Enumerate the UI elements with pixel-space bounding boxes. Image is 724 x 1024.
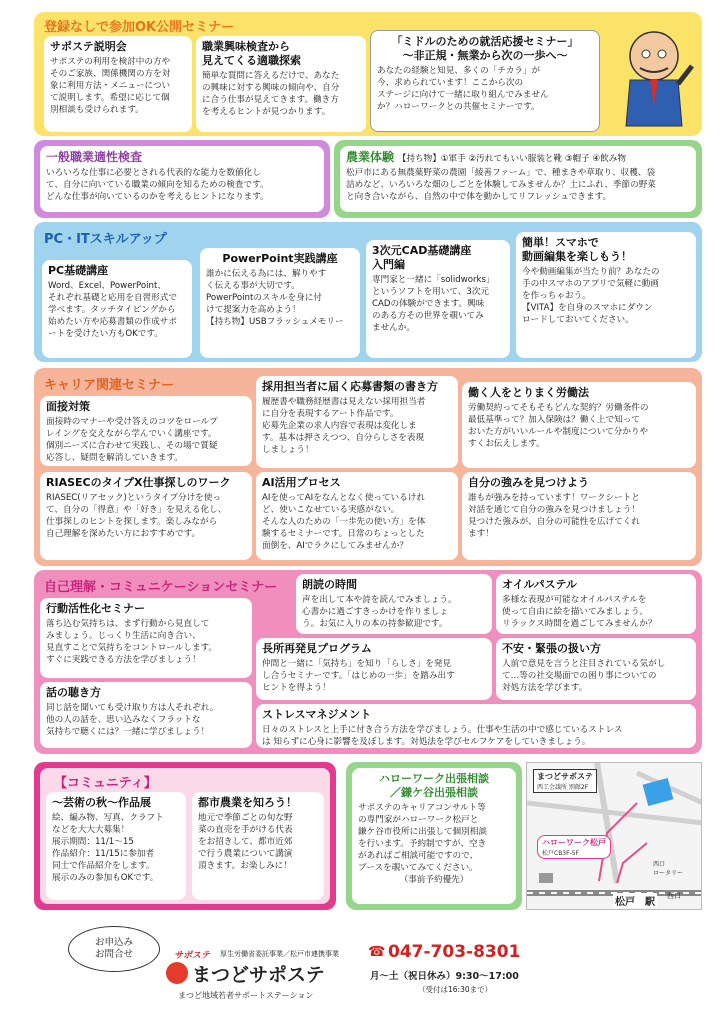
- map-label-hellowork: [537, 835, 611, 859]
- self-understanding-section: [34, 570, 702, 754]
- card-title: [346, 150, 690, 165]
- map-label-hellowork-sub: 松戸CB3F-5F: [542, 850, 580, 857]
- card-body: 誰もが強みを持っています！ワークシートと 対話を通じて自分の強みを見つけましょう！ 見つけた強みが、自分の可能性を広げてくれ ます！: [468, 492, 640, 539]
- apply-bubble: [68, 926, 160, 972]
- card-middle-seminar: [370, 30, 600, 132]
- card-body: 多様な表現が可能なオイルパステルを 使って自由に絵を描いてみましょう。 リラックス時間を過ごしてみませんか？: [502, 594, 657, 629]
- card-title: 簡単！スマホで 動画編集を楽しもう！: [522, 236, 632, 263]
- card-body: 専門家と一緒に「solidworks」 というソフトを用いて、3次元 CADの体験ができます。興味 のある方その世界を覗いてみ ませんか。: [372, 274, 495, 333]
- card-title: PC基礎講座: [48, 264, 109, 277]
- pc-skill-section: [34, 222, 702, 362]
- card-find-strengths: [462, 472, 696, 560]
- card-body: サポステの利用を検討中の方や そのご家族、関係機関の方を対 象に利用方法・メニューについ て説明します。希望に応じて個 別相談も受けられます。: [50, 56, 171, 115]
- farm-items: 【持ち物】①軍手 ②汚れてもいい服装と靴 ③帽子 ④飲み物: [397, 154, 626, 164]
- community-inner: [40, 768, 330, 904]
- phone-number[interactable]: 047-703-8301: [388, 942, 521, 962]
- farm-title: 農業体験: [346, 150, 395, 164]
- logo-text: まつどサポステ: [192, 964, 325, 986]
- career-seminar-section: [34, 368, 702, 566]
- card-interview: [40, 396, 252, 466]
- card-title: 「ミドルのための就活応援セミナー」 ～非正規・無業から次の一歩へ～: [391, 35, 579, 62]
- card-body: いろいろな仕事に必要とされる代表的な能力を数値化し て、自分に向いている職業の傾向を知るための検査です。 どんな仕事が向いているのかを考えるヒントになります。: [46, 168, 269, 203]
- card-title: 面接対策: [46, 400, 90, 413]
- access-map: [526, 762, 702, 910]
- card-title: サポステ説明会: [50, 40, 127, 53]
- card-body: 落ち込む気持ちは、まず行動から見直して みましょう。じっくり生活に向き合い、 見直すことで気持ちをコントロールします。 すぐに実践できる方法を学びましょう！: [46, 618, 218, 665]
- hellowork-section: [346, 762, 522, 910]
- map-rotary: 西口 ロータリー: [653, 861, 684, 877]
- card-body: 松戸市にある無農薬野菜の農園「綾善ファーム」で、種まきや草取り、収穫、袋 詰めなど、いろいろな畑のしごとを体験してみませんか？土にふれ、季節の野菜 と向き合いながら、自然の中で体を動かしてリフレッシュできます。: [346, 168, 656, 203]
- card-note: （事前予約優先）: [399, 874, 469, 885]
- card-body: 声を出して本や詩を読んでみましょう。 心書かに過ごすきっかけを作りましょ う。お気に入りの本の持参歓迎です。: [302, 594, 457, 629]
- card-title: AI活用プロセス: [262, 476, 341, 489]
- section-title: 登録なしで参加OK公開セミナー: [44, 20, 235, 35]
- ministry-text: 厚生労働省委託事業／松戸市連携事業: [220, 950, 339, 958]
- card-body: 誰かに伝える為には、解りやす く伝える事が大切です。 PowerPointのスキルを身に付 けて提案力を高めよう！ 【持ち物】USBフラッシュメモリー: [206, 268, 344, 327]
- card-title: 自分の強みを見つけよう: [468, 476, 589, 489]
- card-ai-process: [256, 472, 458, 560]
- card-aptitude-test: [40, 146, 324, 212]
- card-anxiety-handling: [496, 638, 696, 700]
- card-hellowork: [352, 768, 516, 904]
- hours-note: （受付は16:30まで）: [418, 985, 493, 994]
- card-body: RIASEC(リアセック)というタイプ分けを使っ て、自分の「得意」や「好き」を見える化し、 仕事探しのヒントを探します。楽しみながら 自己理解を深めたい方におすすめです。: [46, 492, 227, 539]
- card-title: オイルパステル: [502, 578, 577, 591]
- card-title: 3次元CAD基礎講座 入門編: [372, 244, 472, 271]
- card-title: 不安・緊張の扱い方: [502, 642, 601, 655]
- section-title: 自己理解・コミュニケーションセミナー: [44, 580, 278, 595]
- card-body: Word、Excel、PowerPoint、 それぞれ基礎と応用を自習形式で 学べます。タッチタイピングから 始めたい方や応募書類の作成サポ ートを受けたい方もOKです。: [48, 280, 177, 339]
- map-label-hellowork-title: ハローワーク松戸: [542, 838, 606, 847]
- card-oil-pastel: [496, 574, 696, 634]
- card-title: 採用担当者に届く応募書類の書き方: [262, 380, 438, 393]
- map-label-saposute-sub: 西工会議所 別館2F: [537, 784, 589, 791]
- card-body: 日々のストレスと上手に付き合う方法を学びましょう。仕事や生活の中で感じているストレス は 知らずに心身に影響を及ぼします。対処法を学びセルフケアをしていきましょう。: [262, 724, 623, 747]
- card-body: 仲間と一緒に「気持ち」を知り「らしさ」を発見 し合うセミナーです。「はじめの一歩」を踏み出す ヒントを得よう！: [262, 658, 455, 693]
- card-art-exhibition: [46, 792, 186, 900]
- card-body: 絵、編み物、写真、クラフト などを大大大募集！ 展示期間：11/1～15 作品紹介：11/15に参加者 同士で作品紹介をします。 展示のみの参加もOKです。: [52, 812, 164, 883]
- card-application-docs: [256, 376, 458, 468]
- card-cad: [366, 240, 510, 358]
- card-body: 地元で季節ごとの旬な野 菜の直売を手がける代表 をお招きして、都市近郊 で行う農業について講演 頂きます。お楽しみに！: [198, 812, 293, 871]
- card-interest-test: [196, 36, 366, 132]
- card-body: 今や動画編集が当たり前？あなたの 手の中スマホのアプリで気軽に動画 を作っちゃおう。 【VITA】を自身のスマホにダウン ロードしておいてください。: [522, 266, 660, 325]
- card-body: 面接時のマナーや受け答えのコツをロールプ レイングを交えながら学んでいく講座です。 個別ニーズに合わせて実践し、その場で質疑 応答し、疑問を解消していきます。: [46, 416, 218, 463]
- card-title: 長所再発見プログラム: [262, 642, 372, 655]
- mascot-illustration: [612, 26, 696, 130]
- card-saposute-briefing: [44, 36, 192, 132]
- card-title: 都市農業を知ろう！: [198, 796, 297, 809]
- card-body: AIを使ってAIをなんとなく使っているけれ ど、使いこなせている実感がない。 そんな人のための「一歩先の使い方」を体 験するセミナーです。日常のちょっとした 面倒を、AIでラクにしてみませんか？: [262, 492, 426, 551]
- section-title: キャリア関連セミナー: [44, 378, 175, 393]
- card-title: RIASECのタイプX仕事探しのワーク: [46, 476, 231, 489]
- card-urban-farming: [192, 792, 324, 900]
- card-title: 朗読の時間: [302, 578, 357, 591]
- card-title: 職業興味検査から 見えてくる適職探索: [202, 40, 301, 67]
- org-name: まつど地域若者サポートステーション: [178, 991, 314, 1000]
- brand-small: サポステ: [174, 951, 210, 961]
- hours: 月～土（祝日休み）9:30～17:00: [370, 971, 519, 982]
- card-body: 履歴書や職務経歴書は見えない採用担当者 に自分を表現するアート作品です。 応募先企業の求人内容で表現は変化しま す。基本は押さえつつ、自分らしさを表現 しましょう！: [262, 396, 426, 455]
- card-title: 働く人をとりまく労働法: [468, 386, 589, 399]
- section-title: PC・ITスキルアップ: [44, 232, 167, 247]
- card-body: サポステのキャリアコンサルト等 の専門家がハローワーク松戸と 鎌ケ谷市役所に出張して個別相談 を行います。予約制ですが、空き があればご相談可能ですので、 ブースを覗いてみてください。: [358, 802, 487, 873]
- card-stress-management: [256, 704, 696, 748]
- card-body: 労働契約ってそもそもどんな契約？労働条件の 最低基準って？加入保険は？働く上で知って おいた方がいいルールや制度について分かりや すくお伝えします。: [468, 402, 649, 449]
- card-farm-experience: [340, 146, 696, 212]
- card-strength-rediscovery: [256, 638, 492, 700]
- community-section: [34, 762, 336, 910]
- aptitude-test-section: [34, 140, 330, 218]
- map-station: 松戸 駅: [613, 893, 657, 908]
- card-powerpoint: [200, 248, 360, 358]
- card-title: 話の聴き方: [46, 686, 101, 699]
- card-title: 一般職業適性検査: [46, 150, 143, 164]
- map-label-saposute: [533, 769, 597, 793]
- card-body: 同じ話を聞いても受け取り方は人それぞれ。 他の人の話を、思い込みなくフラットな 気持ちで聴くには？一緒に学びましょう！: [46, 702, 219, 737]
- map-exit: 西口: [667, 892, 681, 900]
- card-smartphone-video: [516, 232, 696, 358]
- phone-icon: ☎: [368, 944, 386, 960]
- farm-experience-section: [334, 140, 702, 218]
- card-behavioral-activation: [40, 598, 252, 678]
- map-label-saposute-title: まつどサポステ: [537, 772, 593, 781]
- card-title: 行動活性化セミナー: [46, 602, 145, 615]
- card-body: あなたの経験と知見、多くの「チカラ」が 今、求められています！ここから次の ステージに向けて一緒に取り組んでみません か？ハローワークとの共催セミナーです。: [377, 65, 549, 112]
- section-title: 【コミュニティ】: [54, 776, 157, 791]
- open-seminar-section: [34, 12, 702, 136]
- card-body: 人前で意見を言うと注目されている気がし て…等の社交場面での困り事についての 対処方法を学びます。: [502, 658, 666, 693]
- apply-text: お申込み お問合せ: [94, 936, 133, 960]
- card-reading-time: [296, 574, 492, 634]
- card-title: ～芸術の秋～作品展: [52, 796, 151, 809]
- card-listening: [40, 682, 252, 748]
- card-body: 簡単な質問に答えるだけで、あなた の興味に対する興味の傾向や、自分 に合う仕事が見えてきます。働き方 を考えるヒントが見つかります。: [202, 70, 340, 117]
- card-labor-law: [462, 382, 696, 468]
- card-title: PowerPoint実践講座: [222, 252, 338, 265]
- card-pc-basic: [42, 260, 192, 358]
- card-riasec: [40, 472, 252, 560]
- card-title: ストレスマネジメント: [262, 708, 372, 721]
- card-title: ハローワーク出張相談 ／鎌ケ谷出張相談: [379, 772, 489, 799]
- logo-mark: [166, 962, 188, 984]
